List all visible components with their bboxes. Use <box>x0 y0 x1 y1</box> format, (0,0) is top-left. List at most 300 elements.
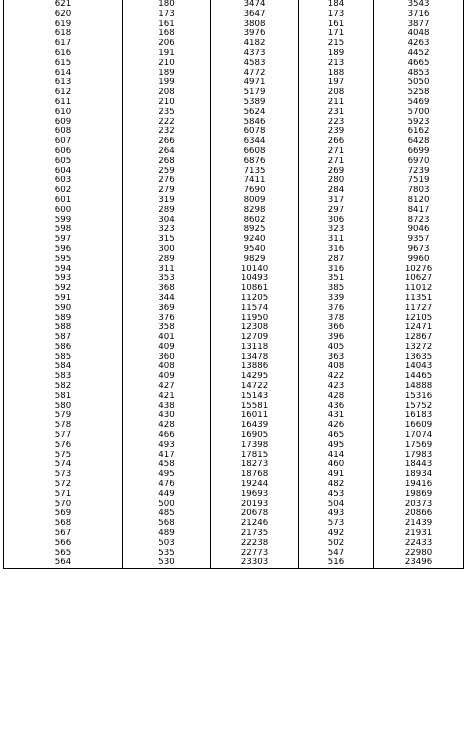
table-row <box>4 69 464 79</box>
score-cell: 586 <box>4 343 123 353</box>
cumulative-b-cell: 4452 <box>374 49 464 59</box>
count-a-cell: 222 <box>123 118 211 128</box>
cumulative-b-cell: 7239 <box>374 167 464 177</box>
table-row <box>4 441 464 451</box>
table-row <box>4 529 464 539</box>
table-row <box>4 216 464 226</box>
score-cell: 609 <box>4 118 123 128</box>
cumulative-a-cell: 19244 <box>211 480 299 490</box>
table-row <box>4 402 464 412</box>
table-row <box>4 411 464 421</box>
cumulative-b-cell: 9960 <box>374 255 464 265</box>
table-row <box>4 284 464 294</box>
cumulative-b-cell: 14465 <box>374 372 464 382</box>
count-b-cell: 269 <box>299 167 374 177</box>
count-b-cell: 516 <box>299 558 374 568</box>
cumulative-b-cell: 11727 <box>374 304 464 314</box>
table-row <box>4 431 464 441</box>
count-b-cell: 208 <box>299 88 374 98</box>
count-a-cell: 421 <box>123 392 211 402</box>
cumulative-b-cell: 21931 <box>374 529 464 539</box>
cumulative-b-cell: 16609 <box>374 421 464 431</box>
score-cell: 597 <box>4 235 123 245</box>
cumulative-a-cell: 19693 <box>211 490 299 500</box>
cumulative-b-cell: 20373 <box>374 500 464 510</box>
count-b-cell: 317 <box>299 196 374 206</box>
count-b-cell: 231 <box>299 108 374 118</box>
table-row <box>4 421 464 431</box>
cumulative-b-cell: 6970 <box>374 157 464 167</box>
count-b-cell: 396 <box>299 333 374 343</box>
table-row <box>4 480 464 490</box>
count-a-cell: 208 <box>123 88 211 98</box>
count-a-cell: 369 <box>123 304 211 314</box>
count-b-cell: 465 <box>299 431 374 441</box>
count-a-cell: 430 <box>123 411 211 421</box>
count-b-cell: 504 <box>299 500 374 510</box>
count-a-cell: 210 <box>123 59 211 69</box>
score-cell: 579 <box>4 411 123 421</box>
count-a-cell: 279 <box>123 186 211 196</box>
count-a-cell: 466 <box>123 431 211 441</box>
count-b-cell: 184 <box>299 0 374 10</box>
cumulative-a-cell: 10493 <box>211 274 299 284</box>
count-b-cell: 405 <box>299 343 374 353</box>
cumulative-b-cell: 18934 <box>374 470 464 480</box>
cumulative-b-cell: 22433 <box>374 539 464 549</box>
count-b-cell: 482 <box>299 480 374 490</box>
score-cell: 583 <box>4 372 123 382</box>
cumulative-a-cell: 16011 <box>211 411 299 421</box>
cumulative-b-cell: 8120 <box>374 196 464 206</box>
cumulative-b-cell: 14888 <box>374 382 464 392</box>
table-row <box>4 314 464 324</box>
count-a-cell: 276 <box>123 176 211 186</box>
cumulative-b-cell: 4048 <box>374 29 464 39</box>
count-a-cell: 376 <box>123 314 211 324</box>
cumulative-a-cell: 7135 <box>211 167 299 177</box>
score-cell: 607 <box>4 137 123 147</box>
count-a-cell: 161 <box>123 20 211 30</box>
cumulative-a-cell: 3976 <box>211 29 299 39</box>
count-a-cell: 232 <box>123 127 211 137</box>
cumulative-b-cell: 7803 <box>374 186 464 196</box>
count-a-cell: 568 <box>123 519 211 529</box>
cumulative-a-cell: 15581 <box>211 402 299 412</box>
table-row <box>4 0 464 10</box>
cumulative-a-cell: 13478 <box>211 353 299 363</box>
cumulative-a-cell: 10140 <box>211 265 299 275</box>
count-a-cell: 535 <box>123 549 211 559</box>
count-b-cell: 189 <box>299 49 374 59</box>
count-b-cell: 573 <box>299 519 374 529</box>
cumulative-a-cell: 13118 <box>211 343 299 353</box>
cumulative-b-cell: 17983 <box>374 451 464 461</box>
table-row <box>4 460 464 470</box>
score-cell: 590 <box>4 304 123 314</box>
count-a-cell: 344 <box>123 294 211 304</box>
count-b-cell: 239 <box>299 127 374 137</box>
cumulative-b-cell: 6428 <box>374 137 464 147</box>
count-a-cell: 493 <box>123 441 211 451</box>
score-cell: 568 <box>4 519 123 529</box>
score-cell: 614 <box>4 69 123 79</box>
count-a-cell: 428 <box>123 421 211 431</box>
score-cell: 566 <box>4 539 123 549</box>
cumulative-a-cell: 14722 <box>211 382 299 392</box>
count-a-cell: 300 <box>123 245 211 255</box>
table-row <box>4 127 464 137</box>
score-cell: 592 <box>4 284 123 294</box>
cumulative-b-cell: 22980 <box>374 549 464 559</box>
score-cell: 588 <box>4 323 123 333</box>
cumulative-b-cell: 11012 <box>374 284 464 294</box>
count-a-cell: 311 <box>123 265 211 275</box>
count-a-cell: 485 <box>123 509 211 519</box>
score-cell: 598 <box>4 225 123 235</box>
score-cell: 584 <box>4 362 123 372</box>
count-a-cell: 358 <box>123 323 211 333</box>
table-row <box>4 10 464 20</box>
cumulative-a-cell: 3647 <box>211 10 299 20</box>
count-b-cell: 323 <box>299 225 374 235</box>
count-b-cell: 284 <box>299 186 374 196</box>
count-a-cell: 476 <box>123 480 211 490</box>
cumulative-a-cell: 4182 <box>211 39 299 49</box>
cumulative-a-cell: 13886 <box>211 362 299 372</box>
cumulative-a-cell: 4373 <box>211 49 299 59</box>
count-a-cell: 489 <box>123 529 211 539</box>
score-cell: 582 <box>4 382 123 392</box>
score-cell: 601 <box>4 196 123 206</box>
score-cell: 608 <box>4 127 123 137</box>
score-cell: 570 <box>4 500 123 510</box>
cumulative-b-cell: 10276 <box>374 265 464 275</box>
cumulative-b-cell: 17569 <box>374 441 464 451</box>
cumulative-b-cell: 8723 <box>374 216 464 226</box>
cumulative-b-cell: 5700 <box>374 108 464 118</box>
count-b-cell: 197 <box>299 78 374 88</box>
score-cell: 621 <box>4 0 123 10</box>
table-row <box>4 323 464 333</box>
table-row <box>4 186 464 196</box>
cumulative-a-cell: 5389 <box>211 98 299 108</box>
cumulative-a-cell: 9829 <box>211 255 299 265</box>
count-a-cell: 409 <box>123 372 211 382</box>
table-row <box>4 108 464 118</box>
table-row <box>4 294 464 304</box>
score-cell: 610 <box>4 108 123 118</box>
cumulative-b-cell: 9673 <box>374 245 464 255</box>
table-row <box>4 509 464 519</box>
table-row <box>4 274 464 284</box>
count-b-cell: 223 <box>299 118 374 128</box>
count-b-cell: 422 <box>299 372 374 382</box>
table-row <box>4 20 464 30</box>
table-row <box>4 451 464 461</box>
count-a-cell: 304 <box>123 216 211 226</box>
cumulative-b-cell: 4853 <box>374 69 464 79</box>
cumulative-a-cell: 16439 <box>211 421 299 431</box>
score-cell: 569 <box>4 509 123 519</box>
count-b-cell: 173 <box>299 10 374 20</box>
table-row <box>4 157 464 167</box>
count-a-cell: 323 <box>123 225 211 235</box>
count-a-cell: 368 <box>123 284 211 294</box>
table-row <box>4 39 464 49</box>
cumulative-a-cell: 17815 <box>211 451 299 461</box>
table-row <box>4 88 464 98</box>
count-b-cell: 311 <box>299 235 374 245</box>
cumulative-b-cell: 20866 <box>374 509 464 519</box>
cumulative-a-cell: 18273 <box>211 460 299 470</box>
count-b-cell: 316 <box>299 265 374 275</box>
count-b-cell: 266 <box>299 137 374 147</box>
count-b-cell: 502 <box>299 539 374 549</box>
cumulative-a-cell: 4583 <box>211 59 299 69</box>
cumulative-b-cell: 13635 <box>374 353 464 363</box>
count-a-cell: 168 <box>123 29 211 39</box>
cumulative-a-cell: 14295 <box>211 372 299 382</box>
score-cell: 615 <box>4 59 123 69</box>
score-cell: 580 <box>4 402 123 412</box>
count-a-cell: 500 <box>123 500 211 510</box>
cumulative-a-cell: 5846 <box>211 118 299 128</box>
table-row <box>4 558 464 568</box>
count-a-cell: 503 <box>123 539 211 549</box>
table-row <box>4 167 464 177</box>
score-table-body <box>4 0 464 569</box>
score-cell: 604 <box>4 167 123 177</box>
cumulative-b-cell: 6162 <box>374 127 464 137</box>
table-row <box>4 382 464 392</box>
table-row <box>4 196 464 206</box>
cumulative-b-cell: 16183 <box>374 411 464 421</box>
table-row <box>4 59 464 69</box>
cumulative-a-cell: 9540 <box>211 245 299 255</box>
cumulative-b-cell: 4665 <box>374 59 464 69</box>
cumulative-a-cell: 6876 <box>211 157 299 167</box>
table-row <box>4 353 464 363</box>
count-b-cell: 547 <box>299 549 374 559</box>
count-a-cell: 235 <box>123 108 211 118</box>
score-cell: 611 <box>4 98 123 108</box>
table-row <box>4 29 464 39</box>
cumulative-a-cell: 8009 <box>211 196 299 206</box>
count-a-cell: 268 <box>123 157 211 167</box>
count-b-cell: 453 <box>299 490 374 500</box>
score-cell: 605 <box>4 157 123 167</box>
cumulative-a-cell: 21246 <box>211 519 299 529</box>
count-b-cell: 171 <box>299 29 374 39</box>
count-a-cell: 408 <box>123 362 211 372</box>
cumulative-a-cell: 4772 <box>211 69 299 79</box>
cumulative-b-cell: 9357 <box>374 235 464 245</box>
cumulative-a-cell: 12709 <box>211 333 299 343</box>
count-b-cell: 492 <box>299 529 374 539</box>
count-a-cell: 438 <box>123 402 211 412</box>
cumulative-b-cell: 14043 <box>374 362 464 372</box>
count-b-cell: 378 <box>299 314 374 324</box>
count-a-cell: 289 <box>123 206 211 216</box>
count-b-cell: 428 <box>299 392 374 402</box>
score-cell: 591 <box>4 294 123 304</box>
cumulative-b-cell: 13272 <box>374 343 464 353</box>
cumulative-a-cell: 11950 <box>211 314 299 324</box>
cumulative-b-cell: 3877 <box>374 20 464 30</box>
cumulative-a-cell: 3808 <box>211 20 299 30</box>
score-cell: 585 <box>4 353 123 363</box>
table-row <box>4 265 464 275</box>
score-cell: 576 <box>4 441 123 451</box>
score-cell: 613 <box>4 78 123 88</box>
count-a-cell: 458 <box>123 460 211 470</box>
cumulative-a-cell: 7690 <box>211 186 299 196</box>
count-a-cell: 417 <box>123 451 211 461</box>
cumulative-b-cell: 15752 <box>374 402 464 412</box>
count-a-cell: 530 <box>123 558 211 568</box>
cumulative-b-cell: 15316 <box>374 392 464 402</box>
score-cell: 581 <box>4 392 123 402</box>
score-cell: 575 <box>4 451 123 461</box>
score-cell: 593 <box>4 274 123 284</box>
count-b-cell: 376 <box>299 304 374 314</box>
score-cell: 606 <box>4 147 123 157</box>
table-row <box>4 549 464 559</box>
count-b-cell: 339 <box>299 294 374 304</box>
score-cell: 594 <box>4 265 123 275</box>
cumulative-b-cell: 6699 <box>374 147 464 157</box>
cumulative-b-cell: 23496 <box>374 558 464 568</box>
score-cell: 578 <box>4 421 123 431</box>
cumulative-a-cell: 22773 <box>211 549 299 559</box>
count-b-cell: 271 <box>299 157 374 167</box>
count-b-cell: 316 <box>299 245 374 255</box>
table-row <box>4 235 464 245</box>
count-b-cell: 366 <box>299 323 374 333</box>
table-row <box>4 500 464 510</box>
count-b-cell: 495 <box>299 441 374 451</box>
count-b-cell: 271 <box>299 147 374 157</box>
cumulative-a-cell: 11574 <box>211 304 299 314</box>
cumulative-a-cell: 6344 <box>211 137 299 147</box>
table-row <box>4 118 464 128</box>
cumulative-b-cell: 4263 <box>374 39 464 49</box>
score-cell: 612 <box>4 88 123 98</box>
cumulative-b-cell: 8417 <box>374 206 464 216</box>
cumulative-a-cell: 15143 <box>211 392 299 402</box>
table-row <box>4 362 464 372</box>
cumulative-a-cell: 18768 <box>211 470 299 480</box>
table-row <box>4 78 464 88</box>
count-b-cell: 414 <box>299 451 374 461</box>
score-cell: 573 <box>4 470 123 480</box>
score-cell: 571 <box>4 490 123 500</box>
count-b-cell: 215 <box>299 39 374 49</box>
score-cell: 603 <box>4 176 123 186</box>
count-b-cell: 188 <box>299 69 374 79</box>
cumulative-b-cell: 5050 <box>374 78 464 88</box>
count-a-cell: 259 <box>123 167 211 177</box>
cumulative-a-cell: 7411 <box>211 176 299 186</box>
table-row <box>4 490 464 500</box>
table-row <box>4 137 464 147</box>
cumulative-a-cell: 9240 <box>211 235 299 245</box>
cumulative-a-cell: 6608 <box>211 147 299 157</box>
count-a-cell: 264 <box>123 147 211 157</box>
cumulative-b-cell: 5469 <box>374 98 464 108</box>
score-cell: 618 <box>4 29 123 39</box>
count-a-cell: 210 <box>123 98 211 108</box>
score-cell: 587 <box>4 333 123 343</box>
score-cell: 596 <box>4 245 123 255</box>
count-a-cell: 191 <box>123 49 211 59</box>
cumulative-b-cell: 9046 <box>374 225 464 235</box>
cumulative-b-cell: 7519 <box>374 176 464 186</box>
cumulative-b-cell: 10627 <box>374 274 464 284</box>
table-row <box>4 470 464 480</box>
cumulative-a-cell: 5624 <box>211 108 299 118</box>
cumulative-a-cell: 16905 <box>211 431 299 441</box>
count-b-cell: 280 <box>299 176 374 186</box>
cumulative-a-cell: 11205 <box>211 294 299 304</box>
count-a-cell: 353 <box>123 274 211 284</box>
cumulative-b-cell: 21439 <box>374 519 464 529</box>
count-a-cell: 319 <box>123 196 211 206</box>
table-row <box>4 539 464 549</box>
cumulative-a-cell: 20193 <box>211 500 299 510</box>
table-row <box>4 225 464 235</box>
table-row <box>4 245 464 255</box>
count-b-cell: 297 <box>299 206 374 216</box>
cumulative-b-cell: 19869 <box>374 490 464 500</box>
count-a-cell: 173 <box>123 10 211 20</box>
count-b-cell: 493 <box>299 509 374 519</box>
count-b-cell: 287 <box>299 255 374 265</box>
count-b-cell: 408 <box>299 362 374 372</box>
cumulative-a-cell: 8298 <box>211 206 299 216</box>
score-cell: 567 <box>4 529 123 539</box>
cumulative-b-cell: 12105 <box>374 314 464 324</box>
cumulative-a-cell: 4971 <box>211 78 299 88</box>
count-a-cell: 199 <box>123 78 211 88</box>
table-row <box>4 372 464 382</box>
count-a-cell: 409 <box>123 343 211 353</box>
cumulative-a-cell: 20678 <box>211 509 299 519</box>
score-table <box>3 0 464 569</box>
count-b-cell: 351 <box>299 274 374 284</box>
score-cell: 619 <box>4 20 123 30</box>
count-a-cell: 289 <box>123 255 211 265</box>
count-b-cell: 460 <box>299 460 374 470</box>
cumulative-a-cell: 10861 <box>211 284 299 294</box>
count-a-cell: 315 <box>123 235 211 245</box>
score-cell: 574 <box>4 460 123 470</box>
score-cell: 595 <box>4 255 123 265</box>
count-b-cell: 161 <box>299 20 374 30</box>
count-b-cell: 431 <box>299 411 374 421</box>
count-a-cell: 266 <box>123 137 211 147</box>
table-row <box>4 519 464 529</box>
cumulative-b-cell: 19416 <box>374 480 464 490</box>
table-row <box>4 304 464 314</box>
count-b-cell: 385 <box>299 284 374 294</box>
cumulative-a-cell: 22238 <box>211 539 299 549</box>
count-a-cell: 189 <box>123 69 211 79</box>
table-row <box>4 333 464 343</box>
cumulative-a-cell: 23303 <box>211 558 299 568</box>
table-row <box>4 176 464 186</box>
